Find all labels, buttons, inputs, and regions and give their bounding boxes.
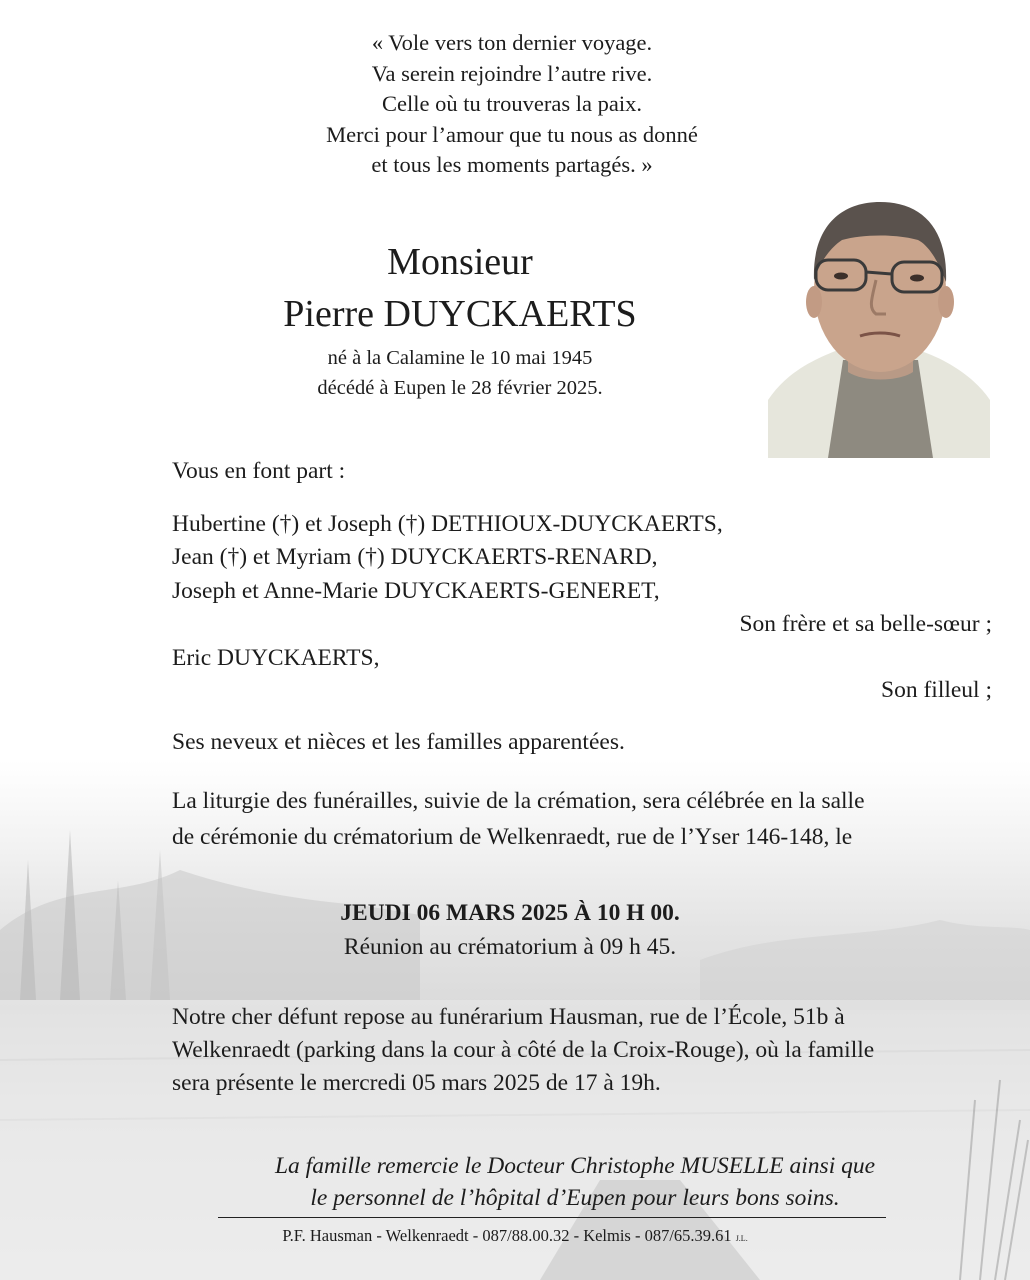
ceremony-line: La liturgie des funérailles, suivie de la crémation, sera célébrée en la salle xyxy=(172,788,865,814)
footer-text: P.F. Hausman - Welkenraedt - 087/88.00.32 - Kelmis - 087/65.39.61 xyxy=(282,1226,732,1245)
visitation-line: Welkenraedt (parking dans la cour à côté de la Croix-Rouge), où la famille xyxy=(172,1037,875,1063)
salutation: Monsieur xyxy=(387,241,533,283)
poem-line: Merci pour l’amour que tu nous as donné xyxy=(326,121,698,147)
funeral-home-footer xyxy=(150,1225,880,1250)
godson-role: Son filleul ; xyxy=(881,677,992,703)
relatives-line: Ses neveux et nièces et les familles apparentées. xyxy=(172,729,625,755)
ceremony-line: de cérémonie du crématorium de Welkenraedt, rue de l’Yser 146-148, le xyxy=(172,824,853,850)
divider xyxy=(218,1217,886,1218)
poem-line: Celle où tu trouveras la paix. xyxy=(382,91,642,116)
thanks-line: La famille remercie le Docteur Christophe MUSELLE ainsi que xyxy=(274,1153,876,1179)
poem-line: « Vole vers ton dernier voyage. xyxy=(371,30,653,55)
visitation-line: sera présente le mercredi 05 mars 2025 de 17 à 19h. xyxy=(172,1070,661,1096)
family-role: Son frère et sa belle-sœur ; xyxy=(739,611,992,637)
family-line: Joseph et Anne-Marie DUYCKAERTS-GENERET, xyxy=(172,578,660,604)
meeting-time: Réunion au crématorium à 09 h 45. xyxy=(343,934,677,960)
ceremony-date: JEUDI 06 MARS 2025 À 10 H 00. xyxy=(340,900,680,926)
thanks-message xyxy=(150,1150,1000,1214)
visitation-line: Notre cher défunt repose au funérarium Hausman, rue de l’École, 51b à xyxy=(172,1004,845,1030)
announcement-intro: Vous en font part : xyxy=(172,458,346,484)
birth-info: né à la Calamine le 10 mai 1945 xyxy=(327,347,593,369)
poem-line: Va serein rejoindre l’autre rive. xyxy=(371,60,653,86)
thanks-line: le personnel de l’hôpital d’Eupen pour leurs bons soins. xyxy=(310,1185,840,1211)
poem xyxy=(212,28,812,181)
footer-mark: J.L. xyxy=(735,1234,748,1243)
family-line: Jean (†) et Myriam (†) DUYCKAERTS-RENARD, xyxy=(172,544,658,570)
deceased-name: Pierre DUYCKAERTS xyxy=(283,293,637,335)
death-info: décédé à Eupen le 28 février 2025. xyxy=(317,377,603,399)
godson-name: Eric DUYCKAERTS, xyxy=(172,645,380,671)
portrait-photo xyxy=(768,190,990,458)
family-line: Hubertine (†) et Joseph (†) DETHIOUX-DUYCKAERTS, xyxy=(172,511,723,537)
poem-line: et tous les moments partagés. » xyxy=(371,152,653,177)
